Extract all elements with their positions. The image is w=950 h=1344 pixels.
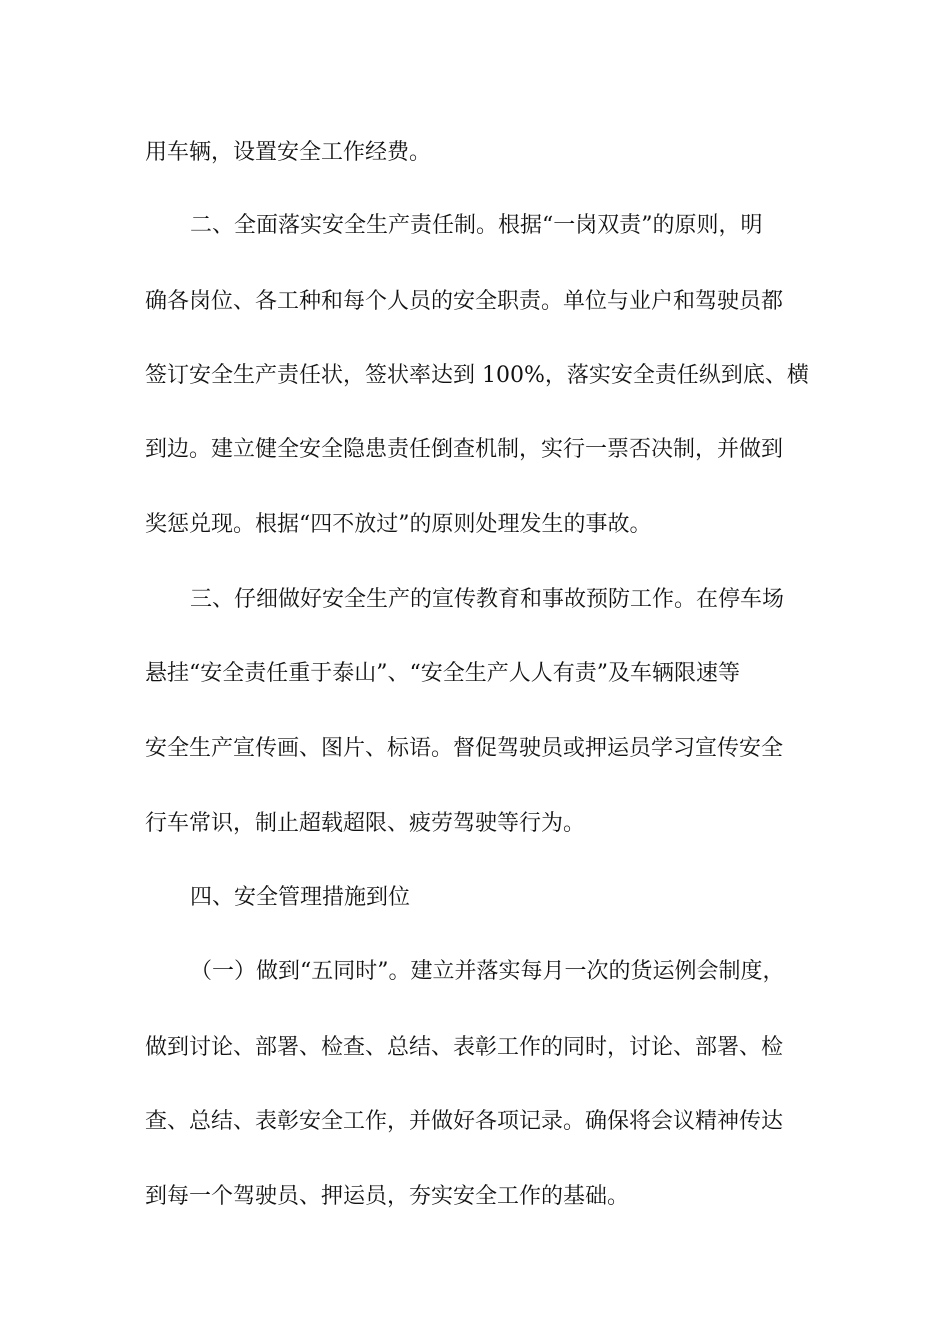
text-line-7: 三、仔细做好安全生产的宣传教育和事故预防工作。在停车场 <box>190 587 785 612</box>
text-line-10: 行车常识，制止超载超限、疲劳驾驶等行为。 <box>145 811 586 836</box>
text-line-5: 到边。建立健全安全隐患责任倒查机制，实行一票否决制，并做到 <box>145 437 784 462</box>
text-line-15: 到每一个驾驶员、押运员，夯实安全工作的基础。 <box>145 1184 630 1209</box>
text-line-14: 查、总结、表彰安全工作，并做好各项记录。确保将会议精神传达 <box>145 1109 784 1134</box>
text-line-6: 奖惩兑现。根据“四不放过”的原则处理发生的事故。 <box>145 512 652 537</box>
text-line-4: 签订安全生产责任状，签状率达到 100%，落实安全责任纵到底、横 <box>145 363 809 388</box>
text-line-3: 确各岗位、各工种和每个人员的安全职责。单位与业户和驾驶员都 <box>145 289 784 314</box>
text-line-8: 悬挂“安全责任重于泰山”、“安全生产人人有责”及车辆限速等 <box>145 661 740 686</box>
text-line-1: 用车辆，设置安全工作经费。 <box>145 140 432 165</box>
text-line-11: 四、安全管理措施到位 <box>190 885 411 910</box>
text-line-9: 安全生产宣传画、图片、标语。督促驾驶员或押运员学习宣传安全 <box>145 736 784 761</box>
text-line-12: （一）做到“五同时”。建立并落实每月一次的货运例会制度， <box>190 959 785 984</box>
text-line-13: 做到讨论、部署、检查、总结、表彰工作的同时，讨论、部署、检 <box>145 1035 784 1060</box>
text-line-2: 二、全面落实安全生产责任制。根据“一岗双责”的原则，明 <box>190 213 763 238</box>
